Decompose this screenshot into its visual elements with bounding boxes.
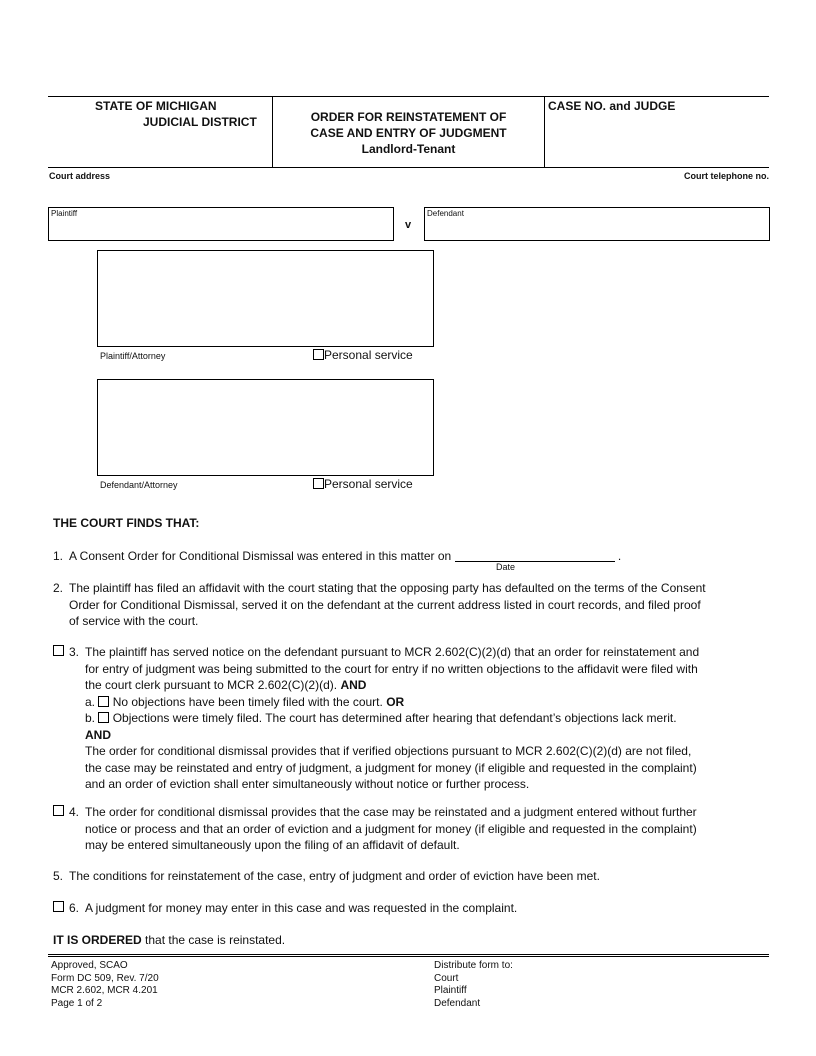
footer-approved: Approved, SCAO <box>51 960 128 971</box>
footer-mcr: MCR 2.602, MCR 4.201 <box>51 985 158 996</box>
footer-page: Page 1 of 2 <box>51 997 103 1009</box>
header-bottom-rule <box>48 167 769 168</box>
item4-number: 4. <box>69 805 80 819</box>
district-label: JUDICIAL DISTRICT <box>143 115 257 129</box>
item3a-checkbox[interactable] <box>98 696 109 707</box>
item3-or: OR <box>386 694 405 709</box>
item3a <box>85 694 699 711</box>
item6-number: 6. <box>69 901 80 915</box>
footer-defendant: Defendant <box>434 997 481 1009</box>
item4-line1: The order for conditional dismissal provides that the case may be reinstated and a judgment entered without further <box>85 805 697 819</box>
consent-order-date-field[interactable] <box>455 549 615 562</box>
footer-left <box>51 960 159 1010</box>
item2-text <box>69 580 706 630</box>
item3-line3-wrap <box>85 677 699 694</box>
plaintiff-attorney-label: Plaintiff/Attorney <box>100 351 166 361</box>
item3-cond-line1: The order for conditional dismissal provides that if verified objections pursuant to MCR 2.602(C)(2)(d) are not filed, <box>85 744 692 758</box>
item1-text <box>69 548 621 565</box>
item4-text <box>85 804 697 854</box>
item2-line3: of service with the court. <box>69 614 199 628</box>
defendant-attorney-label: Defendant/Attorney <box>100 480 178 490</box>
form-title-line1: ORDER FOR REINSTATEMENT OF <box>310 110 507 124</box>
item2-line1: The plaintiff has filed an affidavit with the court stating that the opposing party has defaulted on the terms of the Consent <box>69 581 706 595</box>
state-label: STATE OF MICHIGAN <box>95 99 217 113</box>
item1-sentence: A Consent Order for Conditional Dismissal was entered in this matter on <box>69 549 452 563</box>
plaintiff-personal-service[interactable] <box>313 348 413 362</box>
court-address-label: Court address <box>49 171 111 181</box>
plaintiff-personal-service-label: Personal service <box>324 348 413 362</box>
footer-rule-2 <box>48 956 769 957</box>
case-no-label: CASE NO. and JUDGE <box>548 99 676 113</box>
item3b-checkbox[interactable] <box>98 712 109 723</box>
order-bold: IT IS ORDERED <box>53 933 142 947</box>
footer-right <box>434 960 513 1010</box>
plaintiff-personal-service-checkbox[interactable] <box>313 349 324 360</box>
item6-text: A judgment for money may enter in this case and was requested in the complaint. <box>85 901 518 915</box>
court-phone-label: Court telephone no. <box>684 171 769 181</box>
defendant-personal-service-checkbox[interactable] <box>313 478 324 489</box>
item4-line3: may be entered simultaneously upon the filing of an affidavit of default. <box>85 838 460 852</box>
item3-and-2: AND <box>85 727 111 742</box>
form-title-line3: Landlord-Tenant <box>361 142 456 156</box>
item4-checkbox[interactable] <box>53 805 64 816</box>
defendant-field[interactable] <box>424 207 770 241</box>
form-title-line2: CASE AND ENTRY OF JUDGMENT <box>310 126 507 140</box>
header-divider-right <box>544 96 545 168</box>
plaintiff-label: Plaintiff <box>51 209 78 218</box>
item3-line3: the court clerk pursuant to MCR 2.602(C)(2)(d). <box>85 678 338 692</box>
item3a-label: a. <box>85 694 96 709</box>
item3-cond-line3: and an order of eviction shall enter simultaneously without notice or further process. <box>85 777 530 791</box>
date-label: Date <box>496 562 516 572</box>
item3-line2: for entry of judgment was being submitted to the court for entry if no written objections to the affidavit were filed with <box>85 661 698 676</box>
item3-text <box>85 644 699 793</box>
item3a-text: No objections have been timely filed with the court. <box>112 694 383 709</box>
footer-distribute: Distribute form to: <box>434 960 513 971</box>
defendant-personal-service-label: Personal service <box>324 477 413 491</box>
versus-label: v <box>405 219 412 231</box>
header-top-rule <box>48 96 769 97</box>
item1-number: 1. <box>53 549 64 563</box>
defendant-label: Defendant <box>427 209 464 218</box>
item6-checkbox[interactable] <box>53 901 64 912</box>
item2-line2: Order for Conditional Dismissal, served it on the defendant at the current address listed in court records, and filed proof <box>69 597 701 612</box>
order-statement <box>53 932 285 949</box>
item2-number: 2. <box>53 581 64 595</box>
footer-rule-1 <box>48 954 769 955</box>
item3b-text: Objections were timely filed. The court has determined after hearing that defendant’s objections lack merit. <box>112 711 677 725</box>
footer-form-number: Form DC 509, Rev. 7/20 <box>51 972 159 984</box>
item5-text: The conditions for reinstatement of the case, entry of judgment and order of eviction have been met. <box>69 869 600 883</box>
plaintiff-attorney-box[interactable] <box>97 250 434 347</box>
plaintiff-field[interactable] <box>48 207 394 241</box>
defendant-attorney-box[interactable] <box>97 379 434 476</box>
item3b <box>85 710 699 727</box>
item5-number: 5. <box>53 869 64 883</box>
footer-court: Court <box>434 972 459 984</box>
item3-checkbox[interactable] <box>53 645 64 656</box>
item3-cond-line2: the case may be reinstated and entry of judgment, a judgment for money (if eligible and requested in the complaint) <box>85 760 697 775</box>
item3-and-1: AND <box>340 678 367 692</box>
item3-line1: The plaintiff has served notice on the defendant pursuant to MCR 2.602(C)(2)(d) that an order for reinstatement and <box>85 645 700 659</box>
item3b-label: b. <box>85 711 96 725</box>
item3-number: 3. <box>69 645 80 659</box>
order-rest: that the case is reinstated. <box>141 933 286 947</box>
findings-heading: THE COURT FINDS THAT: <box>53 516 200 530</box>
item1-period: . <box>617 549 622 563</box>
footer-plaintiff: Plaintiff <box>434 985 467 996</box>
item4-line2: notice or process and that an order of eviction and a judgment for money (if eligible and requested in the complaint) <box>85 821 697 836</box>
defendant-personal-service[interactable] <box>313 477 413 491</box>
